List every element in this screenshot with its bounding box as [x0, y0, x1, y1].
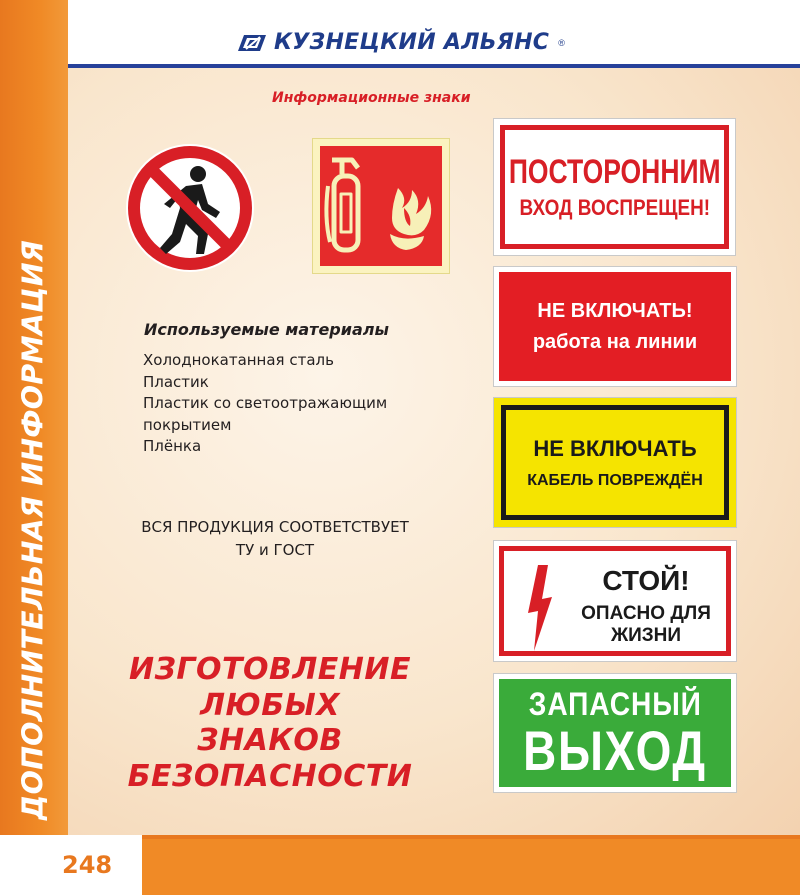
list-item: покрытием — [143, 415, 232, 434]
sign-text: НЕ ВКЛЮЧАТЬ! — [537, 299, 693, 322]
sign-stop-danger — [493, 540, 737, 662]
list-item: Холоднокатанная сталь — [143, 351, 334, 369]
lightning-bolt-icon — [524, 565, 556, 651]
sign-text-block — [566, 603, 726, 647]
sign-text: ЖИЗНИ — [610, 625, 682, 646]
slogan-line: ЗНАКОВ — [197, 723, 343, 758]
slogan-line: ЛЮБЫХ — [200, 687, 340, 723]
registered-mark: ® — [558, 37, 565, 48]
sign-frame — [499, 679, 731, 787]
slogan-line: ИЗГОТОВЛЕНИЕ — [129, 652, 411, 687]
sign-text: ЗАПАСНЫЙ — [528, 686, 702, 722]
sign-text: СТОЙ! — [602, 565, 690, 596]
slogan-line: БЕЗОПАСНОСТИ — [127, 758, 413, 794]
sign-do-not-switch-on-work — [493, 266, 737, 387]
header — [68, 0, 800, 66]
sign-no-entry — [493, 118, 736, 256]
compliance-note — [100, 516, 450, 562]
sign-frame — [500, 125, 729, 249]
side-title: ДОПОЛНИТЕЛЬНАЯ ИНФОРМАЦИЯ — [16, 240, 50, 820]
section-subtitle: Информационные знаки — [272, 90, 471, 106]
materials-title: Используемые материалы — [144, 320, 389, 339]
sign-text: ВЫХОД — [523, 719, 707, 782]
sign-text: НЕ ВКЛЮЧАТЬ — [533, 435, 697, 461]
sign-emergency-exit — [493, 673, 737, 793]
slogan — [100, 652, 440, 794]
brand-name: КУЗНЕЦКИЙ АЛЬЯНС — [274, 30, 550, 55]
sign-do-not-switch-on-cable — [493, 397, 737, 528]
list-item: Пластик со светоотражающим — [143, 394, 388, 412]
compliance-line: ТУ и ГОСТ — [235, 541, 315, 559]
sign-text: работа на линии — [532, 330, 698, 353]
list-item: Плёнка — [143, 437, 202, 455]
side-band — [0, 0, 68, 835]
sign-frame — [501, 405, 729, 520]
sign-text: ПОСТОРОННИМ — [508, 153, 721, 191]
brand — [238, 30, 565, 55]
brand-logo-icon — [238, 35, 266, 51]
sign-text: ОПАСНО ДЛЯ — [581, 603, 711, 624]
fire-extinguisher-icon — [312, 138, 450, 274]
sign-text: КАБЕЛЬ ПОВРЕЖДЁН — [527, 471, 703, 489]
footer-band — [142, 839, 800, 895]
list-item: Пластик — [143, 372, 209, 391]
page-number: 248 — [0, 835, 142, 895]
sign-frame — [499, 546, 731, 656]
prohibition-pedestrian-icon — [124, 142, 256, 274]
compliance-line: ВСЯ ПРОДУКЦИЯ СООТВЕТСТВУЕТ — [141, 518, 409, 536]
materials-list — [143, 350, 387, 458]
sign-text: ВХОД ВОСПРЕЩЕН! — [519, 195, 710, 220]
sign-frame — [499, 272, 731, 381]
